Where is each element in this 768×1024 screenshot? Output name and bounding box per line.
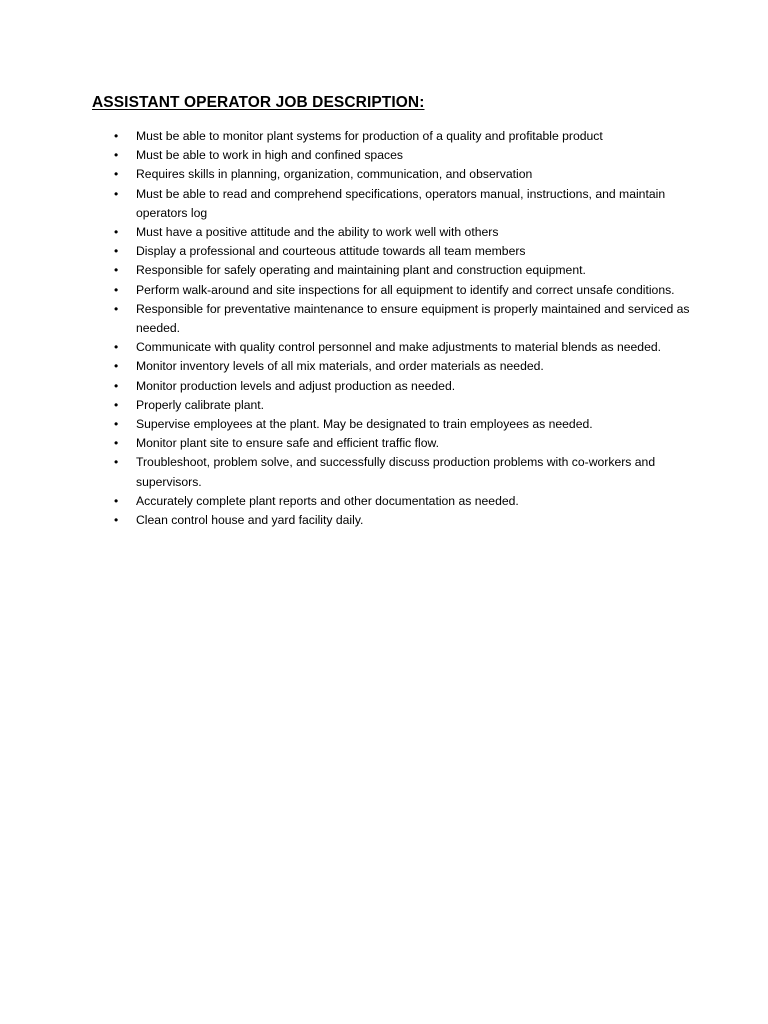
bullet-icon: • — [114, 263, 119, 278]
duty-text: Must be able to read and comprehend specifications, operators manual, instructions, and maintain operators log — [136, 186, 666, 220]
duty-text: Accurately complete plant reports and other documentation as needed. — [136, 493, 519, 508]
duty-text: Display a professional and courteous attitude towards all team members — [136, 244, 526, 259]
bullet-icon: • — [114, 397, 119, 412]
list-item — [92, 415, 692, 434]
bullet-icon: • — [114, 148, 119, 163]
duty-text: Supervise employees at the plant. May be designated to train employees as needed. — [136, 417, 593, 432]
bullet-icon: • — [114, 301, 119, 316]
list-item — [92, 453, 692, 491]
bullet-icon: • — [114, 225, 119, 240]
list-item — [92, 223, 692, 242]
list-item — [92, 338, 692, 357]
bullet-icon: • — [114, 493, 119, 508]
list-item — [92, 492, 692, 511]
bullet-icon: • — [114, 513, 119, 528]
duty-text: Troubleshoot, problem solve, and successfully discuss production problems with co-workers and supervisors. — [136, 455, 656, 489]
list-item — [92, 434, 692, 453]
duty-text: Properly calibrate plant. — [136, 397, 265, 412]
duty-text: Must be able to monitor plant systems for production of a quality and profitable product — [136, 129, 603, 143]
list-item — [92, 357, 692, 376]
duty-list — [92, 127, 692, 530]
bullet-icon: • — [114, 282, 119, 297]
bullet-icon: • — [114, 340, 119, 355]
list-item — [92, 146, 692, 165]
list-item — [92, 511, 692, 530]
bullet-icon: • — [114, 417, 119, 432]
list-item — [92, 261, 692, 280]
duty-text: Monitor production levels and adjust production as needed. — [136, 378, 456, 393]
duty-text: Perform walk-around and site inspections for all equipment to identify and correct unsafe conditions. — [136, 282, 675, 297]
list-item — [92, 300, 692, 338]
bullet-icon: • — [114, 436, 119, 451]
duty-text: Monitor plant site to ensure safe and efficient traffic flow. — [136, 436, 440, 451]
duty-text: Must have a positive attitude and the ability to work well with others — [136, 225, 499, 240]
bullet-icon: • — [114, 186, 119, 201]
list-item — [92, 127, 692, 146]
list-item — [92, 377, 692, 396]
duty-text: Requires skills in planning, organization, communication, and observation — [136, 167, 533, 182]
bullet-icon: • — [114, 167, 119, 182]
list-item — [92, 165, 692, 184]
duty-text: Communicate with quality control personnel and make adjustments to material blends as needed. — [136, 340, 662, 355]
bullet-icon: • — [114, 129, 119, 143]
bullet-icon: • — [114, 359, 119, 374]
bullet-icon: • — [114, 455, 119, 470]
bullet-icon: • — [114, 244, 119, 259]
list-item — [92, 396, 692, 415]
duty-text: Responsible for safely operating and maintaining plant and construction equipment. — [136, 263, 586, 278]
duty-text: Responsible for preventative maintenance to ensure equipment is properly maintained and serviced as needed. — [136, 301, 690, 336]
document-title: ASSISTANT OPERATOR JOB DESCRIPTION: — [92, 94, 425, 111]
list-item — [92, 185, 692, 223]
duty-text: Monitor inventory levels of all mix materials, and order materials as needed. — [136, 359, 544, 374]
bullet-icon: • — [114, 378, 119, 393]
list-item — [92, 281, 692, 300]
duty-text: Clean control house and yard facility daily. — [136, 513, 364, 528]
list-item — [92, 242, 692, 261]
duty-text: Must be able to work in high and confined spaces — [136, 148, 403, 163]
